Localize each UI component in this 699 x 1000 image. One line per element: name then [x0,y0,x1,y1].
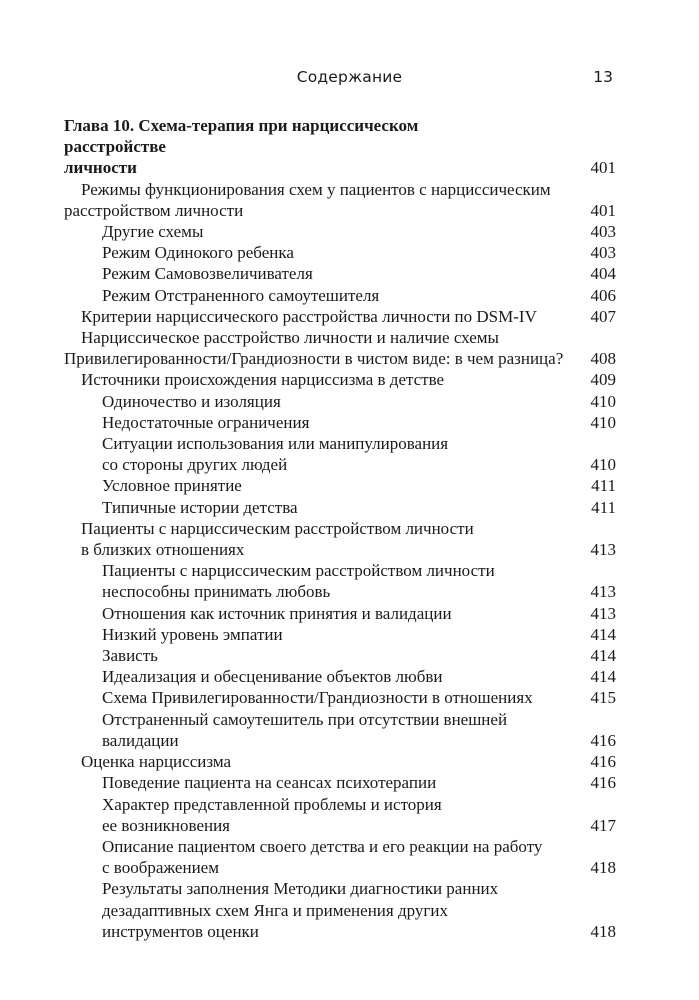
table-of-contents [64,115,616,942]
toc-entry [64,687,616,708]
toc-entry-title: Режим Самовозвеличивателя [102,264,313,284]
toc-entry [64,518,616,560]
toc-entry-title: Зависть [102,646,158,666]
toc-entry-title: Режим Отстраненного самоутешителя [102,285,380,305]
toc-entry [64,878,616,942]
toc-entry-title: Низкий уровень эмпатии [102,624,283,644]
toc-entry-title: Режимы функционирования схем у пациентов с нарциссическим расстройством личности [64,179,551,220]
toc-entry-page: 411 [591,497,616,517]
toc-entry-page: 415 [590,688,616,708]
toc-entry [64,391,616,412]
toc-entry [64,263,616,284]
toc-entry-page: 409 [590,370,616,390]
toc-entry-title: Описание пациентом своего детства и его реакции на работу с воображением [102,836,543,878]
toc-entry [64,327,616,369]
toc-entry [64,306,616,327]
toc-entry-page: 418 [590,921,616,941]
toc-entry-title: Критерии нарциссического расстройства личности по DSM-IV [81,306,537,326]
toc-entry-page: 406 [590,285,616,305]
toc-entry-page: 403 [590,243,616,263]
toc-entry-page: 401 [590,158,616,178]
toc-entry-page: 413 [590,540,616,560]
toc-entry [64,285,616,306]
page-number: 13 [593,68,613,86]
toc-entry-page: 411 [591,476,616,496]
toc-entry-page: 413 [590,582,616,602]
running-head [0,66,699,88]
toc-entry [64,179,616,221]
toc-entry-title: Одиночество и изоляция [102,391,281,411]
toc-entry-page: 410 [590,455,616,475]
toc-entry-title: Нарциссическое расстройство личности и наличие схемы Привилегированности/Грандиозности в чистом виде: в чем разница? [64,328,564,369]
toc-entry-page: 414 [590,667,616,687]
toc-entry [64,794,616,836]
toc-entry [64,497,616,518]
toc-entry-page: 416 [590,773,616,793]
toc-entry-page: 410 [590,412,616,432]
toc-entry [64,369,616,390]
toc-entry-title: Идеализация и обесценивание объектов любви [102,667,443,687]
toc-entry-page: 417 [590,815,616,835]
toc-entry-title: Типичные истории детства [102,497,298,517]
toc-entry-title: Режим Одинокого ребенка [102,243,294,263]
toc-entry [64,772,616,793]
toc-entry-title: Источники происхождения нарциссизма в детстве [81,370,445,390]
toc-entry [64,603,616,624]
toc-entry [64,666,616,687]
toc-entry-title: Характер представленной проблемы и история ее возникновения [102,794,442,835]
toc-entry-title: Отношения как источник принятия и валидации [102,603,452,623]
toc-entry-page: 416 [590,752,616,772]
toc-entry-page: 414 [590,646,616,666]
toc-entry-page: 403 [590,222,616,242]
toc-entry [64,560,616,602]
toc-entry-page: 410 [590,391,616,411]
toc-entry [64,709,616,751]
toc-entry-title: Недостаточные ограничения [102,412,310,432]
toc-entry [64,836,616,878]
toc-entry-title: Результаты заполнения Методики диагностики ранних дезадаптивных схем Янга и применения других инструментов оценки [102,879,499,941]
toc-chapter-entry [64,115,616,179]
toc-entry [64,412,616,433]
toc-entry-title: Пациенты с нарциссическим расстройством личности неспособны принимать любовь [102,561,495,602]
toc-entry-page: 401 [590,200,616,220]
toc-entry-page: 418 [590,858,616,878]
toc-entry-title: Отстраненный самоутешитель при отсутствии внешней валидации [102,709,508,750]
toc-entry-page: 416 [590,730,616,750]
toc-entry-page: 404 [590,264,616,284]
toc-entry-title: Оценка нарциссизма [81,752,232,772]
toc-entry [64,475,616,496]
toc-entry [64,751,616,772]
toc-entry-title: Ситуации использования или манипулирования со стороны других людей [102,434,449,475]
toc-entry-title: Схема Привилегированности/Грандиозности в отношениях [102,688,533,708]
toc-entry [64,433,616,475]
toc-entry-title: Глава 10. Схема-терапия при нарциссическом расстройстве личности [64,116,419,178]
toc-entry-title: Условное принятие [102,476,242,496]
toc-entry-title: Другие схемы [102,222,204,242]
toc-entry [64,624,616,645]
toc-entry-title: Поведение пациента на сеансах психотерапии [102,773,437,793]
toc-entry-page: 407 [590,306,616,326]
running-title: Содержание [296,68,403,86]
toc-entry-title: Пациенты с нарциссическим расстройством личности в близких отношениях [81,518,474,560]
toc-entry [64,221,616,242]
toc-entry-page: 413 [590,603,616,623]
toc-entry [64,645,616,666]
toc-entry-page: 408 [590,349,616,369]
toc-entry [64,242,616,263]
toc-entry-page: 414 [590,624,616,644]
